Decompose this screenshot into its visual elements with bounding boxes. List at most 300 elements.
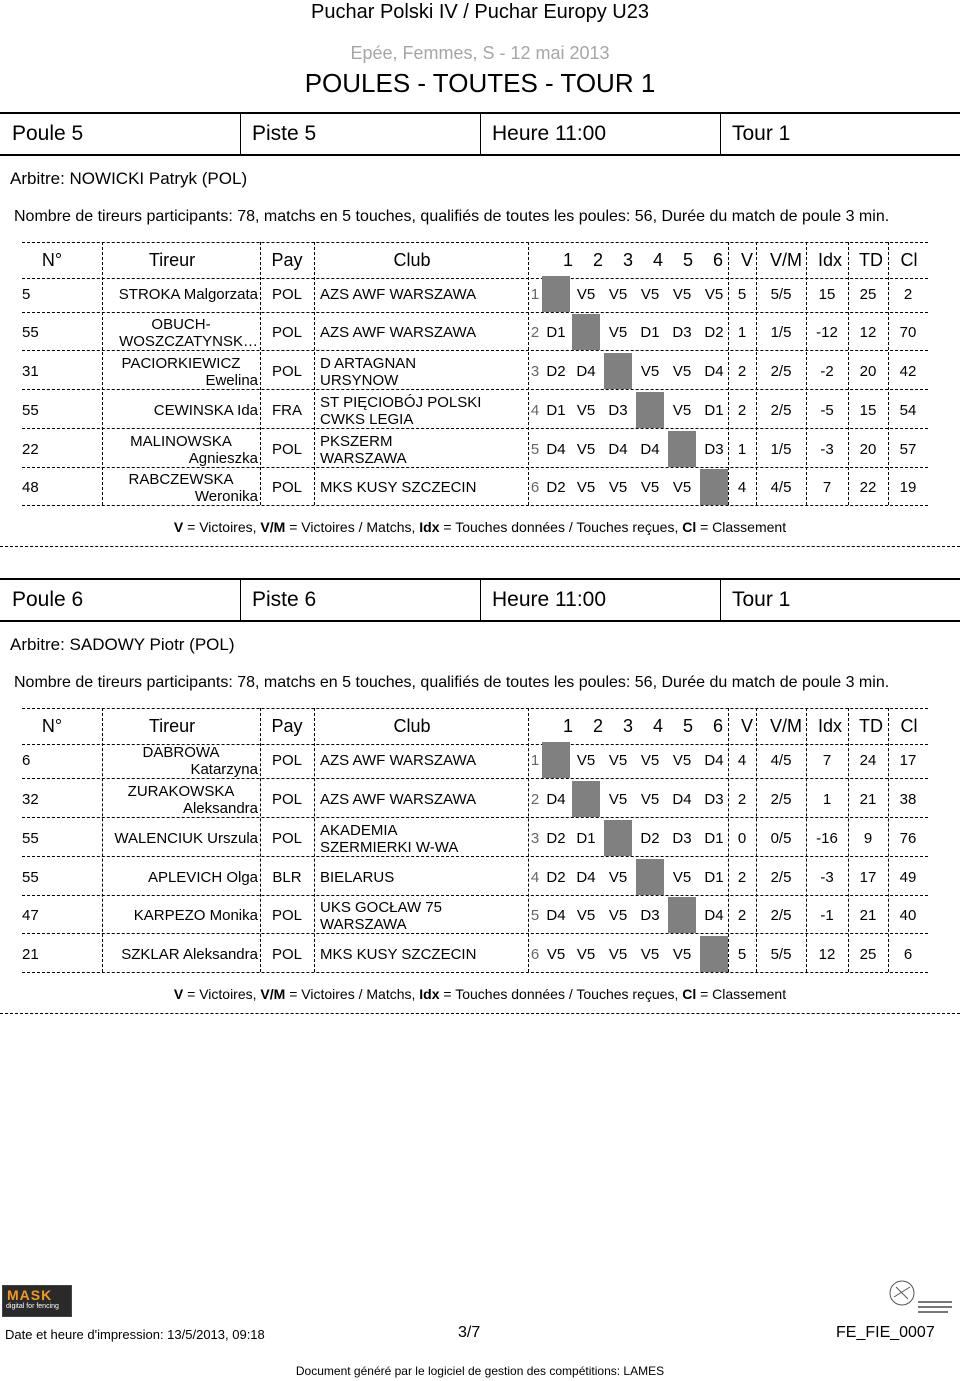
club-line1: ST PIĘCIOBÓJ POLSKI	[320, 394, 482, 411]
fencer-country: POL	[271, 946, 302, 963]
bout-result: D3	[640, 907, 660, 924]
victories: 0	[737, 830, 747, 847]
bout-result: V5	[672, 752, 692, 769]
fencer-country: POL	[271, 286, 302, 303]
self-bout-cell	[542, 742, 570, 778]
fencer-country: BLR	[272, 869, 302, 886]
bout-result: D2	[546, 830, 566, 847]
bout-result: D4	[704, 752, 724, 769]
pool-header	[0, 112, 960, 156]
bout-result: D4	[672, 791, 692, 808]
referee-line	[10, 169, 247, 189]
fencer-number: 31	[22, 363, 39, 380]
row-divider	[22, 817, 928, 818]
column-header: V	[740, 250, 753, 270]
victory-ratio: 5/5	[770, 286, 792, 303]
bout-result: V5	[608, 752, 628, 769]
classement: 70	[899, 324, 917, 341]
fie-logo-icon	[888, 1275, 954, 1315]
fencer-number: 55	[22, 402, 39, 419]
fencer-name: CEWINSKA Ida	[153, 402, 258, 419]
fencer-row	[22, 469, 928, 505]
self-bout-cell	[636, 392, 664, 428]
row-divider	[22, 933, 928, 934]
index: 15	[818, 286, 836, 303]
fencer-number: 55	[22, 830, 39, 847]
bout-result: D3	[672, 324, 692, 341]
bout-result: D1	[576, 830, 596, 847]
column-header: V/M	[769, 250, 802, 270]
row-divider	[22, 708, 928, 709]
club-line1: D ARTAGNAN	[320, 355, 417, 372]
classement: 76	[899, 830, 917, 847]
column-header: Club	[393, 250, 431, 270]
legend-v-key: V	[173, 986, 184, 1002]
legend-v-text: = Victoires,	[183, 519, 261, 535]
touches-given: 22	[859, 479, 877, 496]
pool-time: Heure 11:00	[492, 122, 607, 145]
bout-result: D4	[704, 363, 724, 380]
column-header: Club	[393, 716, 431, 736]
row-divider	[22, 242, 928, 243]
bout-result: D3	[704, 791, 724, 808]
touches-given: 21	[859, 791, 877, 808]
fencer-row	[22, 353, 928, 389]
fencer-country: POL	[271, 441, 302, 458]
logo-name: MASK	[7, 1287, 53, 1303]
bout-result: V5	[576, 441, 596, 458]
victories: 1	[737, 324, 747, 341]
print-date: Date et heure d'impression: 13/5/2013, 09:18	[5, 1327, 265, 1342]
victories: 4	[737, 752, 747, 769]
club-name: AZS AWF WARSZAWA	[320, 791, 477, 808]
bout-result: V5	[640, 791, 660, 808]
index: -1	[820, 907, 834, 924]
classement: 6	[903, 946, 913, 963]
legend-idx-key: Idx	[419, 986, 440, 1002]
victories: 4	[737, 479, 747, 496]
fencer-name: APLEVICH Olga	[147, 869, 258, 886]
pool-position: 4	[530, 869, 540, 886]
column-header: 4	[652, 250, 663, 270]
classement: 17	[899, 752, 917, 769]
fencer-name-line1: ZURAKOWSKA	[127, 783, 235, 800]
fencer-country: POL	[271, 830, 302, 847]
pool-header-divider	[480, 580, 481, 620]
touches-given: 20	[859, 441, 877, 458]
pool-time: Heure 11:00	[492, 588, 607, 611]
bout-result: V5	[576, 402, 596, 419]
victories: 2	[737, 907, 747, 924]
club-line2: WARSZAWA	[320, 916, 407, 933]
fencer-name-line1: PACIORKIEWICZ	[121, 355, 241, 372]
victory-ratio: 4/5	[770, 752, 792, 769]
legend-vm-text: = Victoires / Matchs,	[285, 519, 420, 535]
bout-result: V5	[608, 791, 628, 808]
legend-vm-key: V/M	[260, 986, 286, 1002]
index: -2	[820, 363, 834, 380]
logo-tagline: digital for fencing	[6, 1303, 59, 1310]
fencer-name-line2: Aleksandra	[182, 800, 258, 817]
pool-separator	[0, 1013, 960, 1014]
column-header: V	[740, 716, 753, 736]
fencer-row	[22, 820, 928, 856]
touches-given: 17	[859, 869, 877, 886]
column-header: 2	[592, 716, 603, 736]
fencer-row	[22, 742, 928, 778]
self-bout-cell	[604, 820, 632, 856]
bout-result: D3	[608, 402, 628, 419]
document-code: FE_FIE_0007	[836, 1324, 935, 1341]
fencer-number: 6	[22, 752, 31, 769]
pool-piste: Piste 5	[252, 122, 317, 145]
club-name: MKS KUSY SZCZECIN	[320, 479, 477, 496]
victory-ratio: 4/5	[770, 479, 792, 496]
pool-position: 3	[530, 830, 540, 847]
row-divider	[22, 312, 928, 313]
bout-result: V5	[640, 752, 660, 769]
victory-ratio: 2/5	[770, 869, 792, 886]
fencer-number: 48	[22, 479, 39, 496]
column-header-row	[22, 708, 928, 744]
bout-result: V5	[672, 402, 692, 419]
fencer-name-line1: MALINOWSKA	[130, 433, 232, 450]
row-divider	[22, 350, 928, 351]
bout-result: V5	[608, 907, 628, 924]
classement: 2	[903, 286, 913, 303]
legend-cl-key: Cl	[682, 986, 697, 1002]
column-header: 5	[682, 250, 693, 270]
victory-ratio: 1/5	[770, 441, 792, 458]
self-bout-cell	[572, 781, 600, 817]
index: 12	[818, 946, 836, 963]
referee-name: SADOWY Piotr (POL)	[69, 635, 235, 654]
column-header: 1	[562, 716, 573, 736]
legend-idx-text: = Touches données / Touches reçues,	[439, 986, 683, 1002]
legend-vm-key: V/M	[260, 519, 286, 535]
column-header: TD	[859, 716, 883, 736]
bout-result: D4	[608, 441, 628, 458]
fencer-row	[22, 859, 928, 895]
bout-result: D1	[704, 402, 724, 419]
column-header: N°	[41, 716, 63, 736]
row-divider	[22, 467, 928, 468]
pool-round: Tour 1	[732, 122, 791, 145]
bout-result: D4	[546, 791, 566, 808]
column-header: V/M	[769, 716, 802, 736]
column-header: N°	[41, 250, 63, 270]
fencer-name: WALENCIUK Urszula	[114, 830, 258, 847]
bout-result: V5	[640, 286, 660, 303]
pool-separator	[0, 546, 960, 547]
column-header: 4	[652, 716, 663, 736]
fencer-number: 55	[22, 869, 39, 886]
pool-position: 6	[530, 946, 540, 963]
classement: 49	[899, 869, 917, 886]
touches-given: 21	[859, 907, 877, 924]
bout-result: V5	[608, 869, 628, 886]
self-bout-cell	[604, 353, 632, 389]
column-header: 1	[562, 250, 573, 270]
column-header: 5	[682, 716, 693, 736]
touches-given: 24	[859, 752, 877, 769]
club-name: AZS AWF WARSZAWA	[320, 286, 477, 303]
bout-result: V5	[672, 946, 692, 963]
index: -16	[816, 830, 838, 847]
index: 7	[822, 752, 832, 769]
row-divider	[22, 389, 928, 390]
bout-result: D2	[546, 479, 566, 496]
classement: 57	[899, 441, 917, 458]
self-bout-cell	[668, 431, 696, 467]
touches-given: 20	[859, 363, 877, 380]
bout-result: V5	[608, 946, 628, 963]
pool-header-divider	[480, 114, 481, 154]
club-line1: PKSZERM	[320, 433, 393, 450]
column-header: 6	[712, 716, 723, 736]
fencer-name-line1: DABROWA	[142, 744, 220, 761]
bout-result: D3	[704, 441, 724, 458]
self-bout-cell	[700, 936, 728, 972]
club-name: AZS AWF WARSZAWA	[320, 324, 477, 341]
pool-name: Poule 5	[12, 122, 84, 145]
legend-vm-text: = Victoires / Matchs,	[285, 986, 420, 1002]
club-name: MKS KUSY SZCZECIN	[320, 946, 477, 963]
legend	[0, 986, 960, 1002]
fencer-number: 32	[22, 791, 39, 808]
club-line2: SZERMIERKI W-WA	[320, 839, 459, 856]
fencer-row	[22, 314, 928, 350]
touches-given: 25	[859, 286, 877, 303]
bout-result: V5	[672, 869, 692, 886]
fencer-row	[22, 936, 928, 972]
fencer-country: POL	[271, 363, 302, 380]
fencer-row	[22, 276, 928, 312]
index: 1	[822, 791, 832, 808]
legend-v-key: V	[173, 519, 184, 535]
pool-position: 5	[530, 907, 540, 924]
fencer-number: 5	[22, 286, 31, 303]
bout-result: D2	[546, 869, 566, 886]
touches-given: 25	[859, 946, 877, 963]
self-bout-cell	[572, 314, 600, 350]
fencer-name-line2: Katarzyna	[190, 761, 258, 778]
fencer-country: POL	[271, 791, 302, 808]
pool-header-divider	[240, 580, 241, 620]
fencer-country: POL	[271, 907, 302, 924]
column-header: Pay	[271, 716, 303, 736]
fencer-country: POL	[271, 324, 302, 341]
referee-name: NOWICKI Patryk (POL)	[69, 169, 248, 188]
legend-cl-text: = Classement	[696, 519, 787, 535]
fencer-name-line1: RABCZEWSKA	[128, 471, 234, 488]
victory-ratio: 2/5	[770, 363, 792, 380]
bout-result: D3	[672, 830, 692, 847]
column-header: Tireur	[148, 250, 196, 270]
fencer-name-line2: Ewelina	[205, 372, 258, 389]
club-line2: WARSZAWA	[320, 450, 407, 467]
fencer-number: 47	[22, 907, 39, 924]
victories: 2	[737, 791, 747, 808]
club-line2: URSYNOW	[320, 372, 399, 389]
bout-result: V5	[576, 946, 596, 963]
bout-result: D4	[546, 441, 566, 458]
row-divider	[22, 972, 928, 973]
fencer-row	[22, 392, 928, 428]
victory-ratio: 2/5	[770, 791, 792, 808]
bout-result: V5	[576, 752, 596, 769]
event-subtitle: Epée, Femmes, S - 12 mai 2013	[350, 43, 610, 63]
victories: 2	[737, 869, 747, 886]
column-header: Idx	[817, 716, 842, 736]
pool-position: 1	[530, 752, 540, 769]
self-bout-cell	[636, 859, 664, 895]
fencer-country: POL	[271, 752, 302, 769]
column-header: Tireur	[148, 716, 196, 736]
fencer-number: 22	[22, 441, 39, 458]
bout-result: D1	[546, 324, 566, 341]
legend-cl-key: Cl	[682, 519, 697, 535]
bout-result: V5	[608, 479, 628, 496]
column-header-row	[22, 242, 928, 278]
club-line1: AKADEMIA	[320, 822, 398, 839]
column-header: 3	[622, 716, 633, 736]
row-divider	[22, 895, 928, 896]
fencer-number: 21	[22, 946, 39, 963]
bout-result: V5	[608, 286, 628, 303]
bout-result: V5	[704, 286, 724, 303]
bout-result: V5	[576, 286, 596, 303]
legend-v-text: = Victoires,	[183, 986, 261, 1002]
page-number: 3/7	[458, 1324, 481, 1341]
column-header: Pay	[271, 250, 303, 270]
victories: 5	[737, 946, 747, 963]
club-line1: UKS GOCŁAW 75	[320, 899, 442, 916]
column-header: Idx	[817, 250, 842, 270]
bout-result: D2	[704, 324, 724, 341]
pool-header	[0, 578, 960, 622]
fencer-name-line2: Agnieszka	[188, 450, 258, 467]
classement: 54	[899, 402, 917, 419]
mask-logo	[2, 1285, 72, 1317]
victory-ratio: 2/5	[770, 402, 792, 419]
fencer-name-line2: Weronika	[194, 488, 258, 505]
touches-given: 15	[859, 402, 877, 419]
index: -3	[820, 441, 834, 458]
self-bout-cell	[542, 276, 570, 312]
pool-info: Nombre de tireurs participants: 78, matchs en 5 touches, qualifiés de toutes les poules: 56, Durée du match de poule 3 min.	[14, 674, 890, 691]
club-name: BIELARUS	[320, 869, 395, 886]
index: -5	[820, 402, 834, 419]
victories: 1	[737, 441, 747, 458]
self-bout-cell	[700, 469, 728, 505]
pool-header-divider	[240, 114, 241, 154]
row-divider	[22, 428, 928, 429]
classement: 38	[899, 791, 917, 808]
pool-position: 4	[530, 402, 540, 419]
fencer-name: STROKA Malgorzata	[118, 286, 258, 303]
pool-name: Poule 6	[12, 588, 84, 611]
pool-header-divider	[720, 114, 721, 154]
touches-given: 9	[863, 830, 873, 847]
referee-label: Arbitre:	[10, 169, 65, 188]
club-line2: CWKS LEGIA	[320, 411, 414, 428]
victories: 2	[737, 363, 747, 380]
bout-result: V5	[546, 946, 566, 963]
pool-position: 3	[530, 363, 540, 380]
row-divider	[22, 778, 928, 779]
pool-round: Tour 1	[732, 588, 791, 611]
generated-by: Document généré par le logiciel de gestion des compétitions: LAMES	[295, 1364, 665, 1378]
pool-info: Nombre de tireurs participants: 78, matchs en 5 touches, qualifiés de toutes les poules: 56, Durée du match de poule 3 min.	[14, 208, 890, 225]
column-header: 2	[592, 250, 603, 270]
pool-header-divider	[720, 580, 721, 620]
pool-position: 1	[530, 286, 540, 303]
bout-result: D4	[640, 441, 660, 458]
touches-given: 12	[859, 324, 877, 341]
column-header: Cl	[900, 716, 918, 736]
legend-cl-text: = Classement	[696, 986, 787, 1002]
classement: 40	[899, 907, 917, 924]
fencer-country: FRA	[272, 402, 302, 419]
fencer-name: KARPEZO Monika	[133, 907, 258, 924]
round-title: POULES - TOUTES - TOUR 1	[304, 68, 656, 98]
column-header: TD	[859, 250, 883, 270]
victory-ratio: 0/5	[770, 830, 792, 847]
column-header: Cl	[900, 250, 918, 270]
bout-result: D1	[704, 869, 724, 886]
classement: 42	[899, 363, 917, 380]
bout-result: V5	[640, 946, 660, 963]
bout-result: V5	[640, 479, 660, 496]
fencer-row	[22, 431, 928, 467]
club-name: AZS AWF WARSZAWA	[320, 752, 477, 769]
victory-ratio: 5/5	[770, 946, 792, 963]
pool-position: 5	[530, 441, 540, 458]
bout-result: V5	[672, 479, 692, 496]
bout-result: D4	[576, 363, 596, 380]
column-header: 6	[712, 250, 723, 270]
row-divider	[22, 505, 928, 506]
fencer-country: POL	[271, 479, 302, 496]
bout-result: V5	[640, 363, 660, 380]
bout-result: D4	[704, 907, 724, 924]
bout-result: V5	[576, 479, 596, 496]
victory-ratio: 2/5	[770, 907, 792, 924]
referee-line	[10, 635, 235, 655]
index: -3	[820, 869, 834, 886]
bout-result: D1	[640, 324, 660, 341]
fencer-number: 55	[22, 324, 39, 341]
index: -12	[816, 324, 838, 341]
bout-result: D1	[546, 402, 566, 419]
pool-position: 6	[530, 479, 540, 496]
victories: 2	[737, 402, 747, 419]
self-bout-cell	[668, 897, 696, 933]
fencer-row	[22, 781, 928, 817]
legend	[0, 519, 960, 535]
row-divider	[22, 856, 928, 857]
fencer-name-line1: OBUCH-	[151, 316, 211, 333]
competition-title: Puchar Polski IV / Puchar Europy U23	[311, 1, 649, 23]
bout-result: D2	[640, 830, 660, 847]
pool-position: 2	[530, 324, 540, 341]
pool-position: 2	[530, 791, 540, 808]
pool-piste: Piste 6	[252, 588, 317, 611]
classement: 19	[899, 479, 917, 496]
fencer-name-line2: WOSZCZATYNSK…	[119, 333, 258, 350]
victories: 5	[737, 286, 747, 303]
